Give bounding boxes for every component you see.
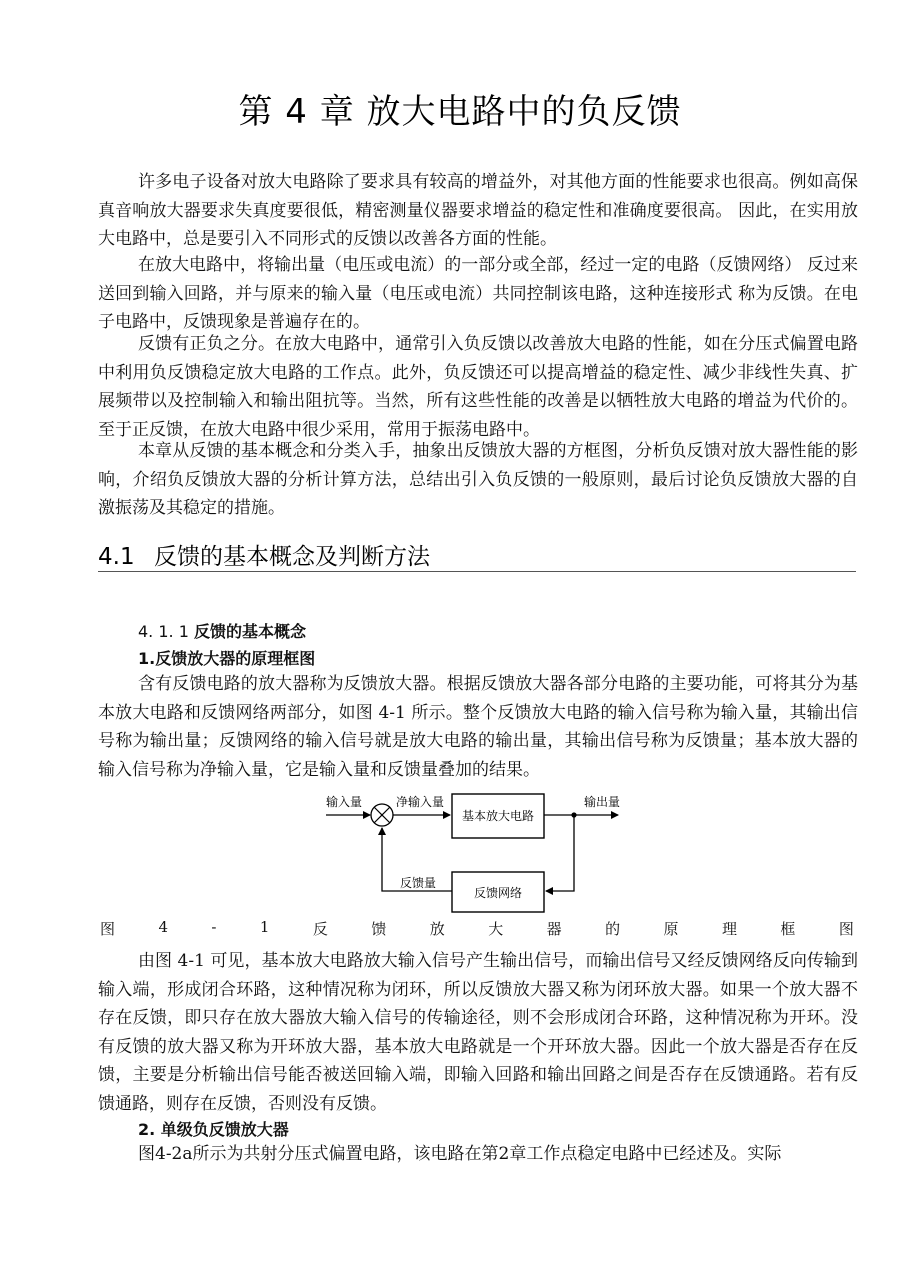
caption-char: 图 bbox=[100, 920, 116, 938]
subsection-heading bbox=[138, 619, 306, 642]
intro-paragraph-2: 在放大电路中，将输出量（电压或电流）的一部分或全部，经过一定的电路（反馈网络） 反过来送回到输入回路，并与原来的输入量（电压或电流）共同控制该电路，这种连接形式 称为反馈。在电子电路中，反馈现象是普遍存在的。 bbox=[98, 255, 858, 332]
caption-char: 1 bbox=[259, 918, 270, 936]
caption-char: 框 bbox=[780, 920, 796, 938]
caption-char: 的 bbox=[605, 920, 621, 938]
section-heading bbox=[98, 538, 856, 572]
item1-paragraph: 含有反馈电路的放大器称为反馈放大器。根据反馈放大器各部分电路的主要功能，可将其分为基本放大电路和反馈网络两部分，如图 4-1 所示。整个反馈放大电路的输入信号称为输入量，其输出信号称为输出量；反馈网络的输入信号就是放大电路的输出量，其输出信号称为反馈量；基本放大器的输入信号称为净输入量，它是输入量和反馈量叠加的结果。 bbox=[98, 674, 858, 780]
item2-heading: 2. 单级负反馈放大器 bbox=[138, 1120, 289, 1139]
caption-char: 器 bbox=[546, 920, 562, 938]
chapter-title: 第 4 章 放大电路中的负反馈 bbox=[238, 92, 682, 132]
after-figure-paragraph: 由图 4-1 可见，基本放大电路放大输入信号产生输出信号，而输出信号又经反馈网络反向传输到输入端，形成闭合环路，这种情况称为闭环，所以反馈放大器又称为闭环放大器。如果一个放大器不存在反馈，即只存在放大器放大输入信号的传输途径，则不会形成闭合环路，这种情况称为开环。没有反馈的放大器又称为开环放大器，基本放大电路就是一个开环放大器。因此一个放大器是否存在反馈，主要是分析输出信号能否被送回输入端，即输入回路和输出回路之间是否存在反馈通路。若有反馈通路，则存在反馈，否则没有反馈。 bbox=[98, 951, 858, 1114]
caption-char: 图 bbox=[838, 920, 854, 938]
input-label: 输入量 bbox=[326, 795, 363, 809]
feedback-block-diagram bbox=[318, 790, 638, 914]
caption-char: 馈 bbox=[371, 920, 387, 938]
item1-heading: 1.反馈放大器的原理框图 bbox=[138, 649, 316, 668]
item2-paragraph: 图4-2a所示为共射分压式偏置电路，该电路在第2章工作点稳定电路中已经述及。实际 bbox=[138, 1144, 782, 1164]
caption-char: 原 bbox=[663, 920, 679, 938]
section-number: 4.1 bbox=[98, 544, 135, 570]
section-title: 反馈的基本概念及判断方法 bbox=[154, 544, 430, 570]
output-label: 输出量 bbox=[584, 795, 621, 809]
caption-char: 大 bbox=[488, 920, 504, 938]
intro-paragraph-3: 反馈有正负之分。在放大电路中，通常引入负反馈以改善放大电路的性能，如在分压式偏置电路中利用负反馈稳定放大电路的工作点。此外，负反馈还可以提高增益的稳定性、减少非线性失真、扩展频带以及控制输入和输出阻抗等。当然，所有这些性能的改善是以牺牲放大电路的增益为代价的。至于正反馈，在放大电路中很少采用，常用于振荡电路中。 bbox=[98, 334, 858, 440]
intro-paragraph-1: 许多电子设备对放大电路除了要求具有较高的增益外，对其他方面的性能要求也很高。例如高保真音响放大器要求失真度要很低，精密测量仪器要求增益的稳定性和准确度要很高。 因此，在实用放大电路中，总是要引入不同形式的反馈以改善各方面的性能。 bbox=[98, 172, 858, 249]
subsection-number: 4. 1. 1 bbox=[138, 622, 189, 641]
feedback-sample-arrow bbox=[546, 815, 574, 891]
caption-char: 4 bbox=[158, 918, 168, 936]
caption-char: 放 bbox=[429, 920, 445, 938]
caption-char: 反 bbox=[312, 920, 328, 938]
caption-char: - bbox=[211, 918, 217, 936]
summing-junction-icon bbox=[371, 804, 393, 826]
net-input-label: 净输入量 bbox=[396, 795, 445, 809]
figure-caption bbox=[100, 918, 854, 939]
feedback-quantity-label: 反馈量 bbox=[400, 876, 437, 890]
caption-char: 理 bbox=[721, 920, 737, 938]
subsection-title: 反馈的基本概念 bbox=[193, 622, 306, 641]
feedback-network-label: 反馈网络 bbox=[473, 886, 523, 900]
amplifier-label: 基本放大电路 bbox=[461, 809, 535, 823]
intro-paragraph-4: 本章从反馈的基本概念和分类入手，抽象出反馈放大器的方框图，分析负反馈对放大器性能的影响，介绍负反馈放大器的分析计算方法，总结出引入负反馈的一般原则，最后讨论负反馈放大器的自激振荡及其稳定的措施。 bbox=[98, 441, 858, 518]
